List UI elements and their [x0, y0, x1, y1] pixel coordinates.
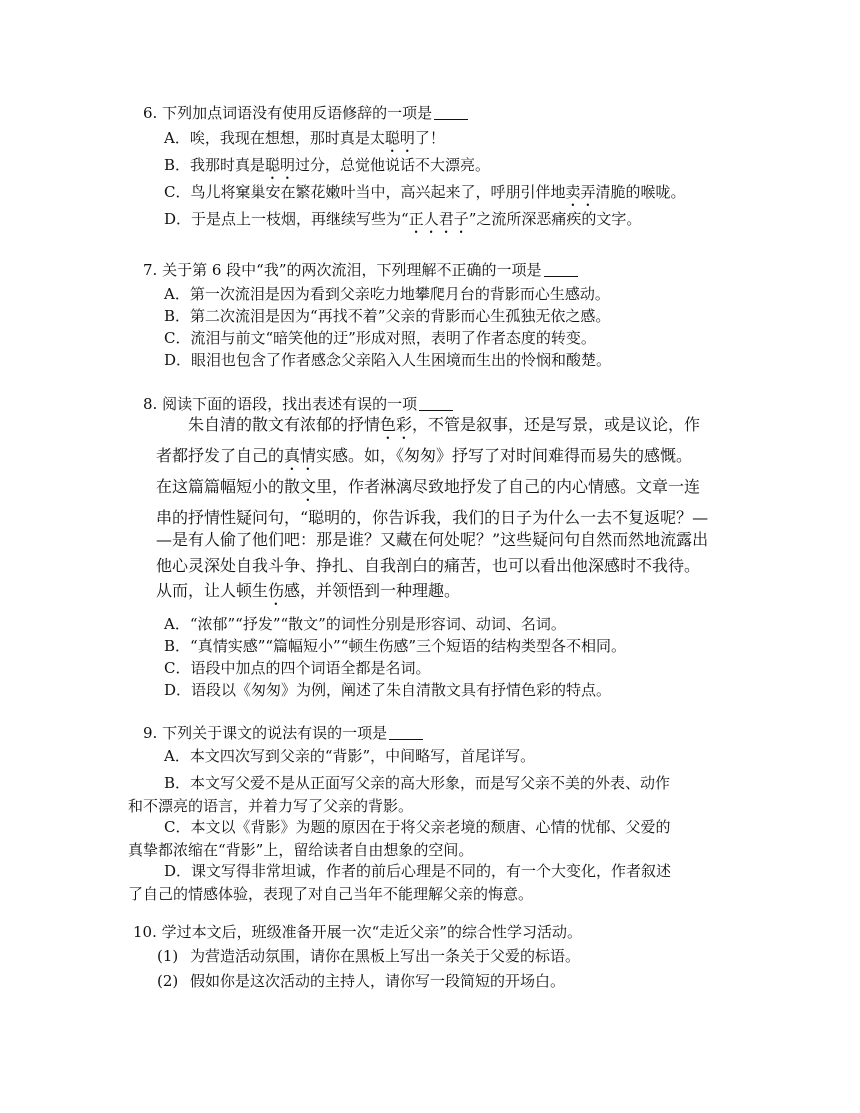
- sub-question-1: 为营造活动氛围，请你在黑板上写出一条关于父爱的标语。: [190, 947, 581, 965]
- q6-option-b: B．我那时真是聪明过分，总觉他说话不大漂亮。: [164, 156, 491, 174]
- answer-blank: [434, 103, 468, 120]
- q7-option-c: C．流泪与前文“暗笑他的迂”形成对照，表明了作者态度的转变。: [164, 329, 596, 347]
- q9-option-d-line-2: 了自己的情感体验，表现了对自己当年不能理解父亲的悔意。: [128, 885, 534, 903]
- question-7-stem: 7. 关于第 6 段中“我”的两次流泪，下列理解不正确的一项是: [143, 260, 578, 280]
- q6-option-a: A．唉，我现在想想，那时真是太聪明了！: [164, 129, 445, 147]
- q8-option-d: D．语段以《匆匆》为例，阐述了朱自清散文具有抒情色彩的特点。: [164, 681, 612, 699]
- answer-blank: [544, 260, 578, 277]
- q7-option-a: A．第一次流泪是因为看到父亲吃力地攀爬月台的背影而心生感动。: [164, 285, 610, 303]
- question-10-stem: 10. 学过本文后，班级准备开展一次“走近父亲”的综合性学习活动。: [133, 923, 582, 941]
- passage-line-6: 他心灵深处自我斗争、挣扎、自我剖白的痛苦，也可以看出他深感时不我待。: [156, 556, 701, 575]
- q7-option-d: D．眼泪也包含了作者感念父亲陷入人生困境而生出的怜悯和酸楚。: [164, 351, 612, 369]
- passage-line-2: 者都抒发了自己的真情实感。如，《匆匆》抒写了对时间难得而易失的感慨。: [156, 446, 693, 465]
- answer-blank: [419, 394, 453, 411]
- q8-option-b: B．“真情实感”“篇幅短小”“顿生伤感”三个短语的结构类型各不相同。: [164, 637, 627, 655]
- q9-option-b-line-1: B．本文写父爱不是从正面写父亲的高大形象，而是写父亲不美的外表、动作: [164, 774, 671, 792]
- q9-option-a: A．本文四次写到父亲的“背影”，中间略写，首尾详写。: [164, 747, 536, 765]
- question-6-stem: 6. 下列加点词语没有使用反语修辞的一项是: [143, 103, 468, 123]
- q6-option-c: C．鸟儿将窠巢安在繁花嫩叶当中，高兴起来了，呼朋引伴地卖弄清脆的喉咙。: [164, 183, 686, 201]
- q6-option-d: D．于是点上一枝烟，再继续写些为“正人君子”之流所深恶痛疾的文字。: [164, 210, 642, 228]
- passage-line-7: 从而，让人顿生伤感，并领悟到一种理趣。: [156, 581, 461, 600]
- answer-blank: [389, 723, 423, 740]
- q9-option-d-line-1: D．课文写得非常坦诚，作者的前后心理是不同的，有一个大变化，作者叙述: [164, 862, 672, 880]
- question-9-stem: 9. 下列关于课文的说法有误的一项是: [143, 723, 423, 743]
- q7-option-b: B．第二次流泪是因为“再找不着”父亲的背影而心生孤独无依之感。: [164, 307, 611, 325]
- passage-line-1: 朱自清的散文有浓郁的抒情色彩，不管是叙事，还是写景，或是议论，作: [188, 415, 701, 434]
- passage-line-3: 在这篇篇幅短小的散文里，作者淋漓尽致地抒发了自己的内心情感。文章一连: [156, 477, 701, 496]
- q9-option-b-line-2: 和不漂亮的语言，并着力写了父亲的背影。: [128, 797, 414, 815]
- q9-option-c-line-2: 真挚都浓缩在“背影”上，留给读者自由想象的空间。: [128, 841, 474, 859]
- sub-question-2-number: (2): [157, 972, 179, 990]
- passage-line-5: —是有人偷了他们吧：那是谁？又藏在何处呢？”这些疑问句自然而然地流露出: [156, 530, 709, 549]
- sub-question-2: 假如你是这次活动的主持人，请你写一段简短的开场白。: [190, 972, 566, 990]
- sub-question-1-number: (1): [157, 947, 179, 965]
- q8-option-a: A．“浓郁”“抒发”“散文”的词性分别是形容词、动词、名词。: [164, 615, 566, 633]
- q9-option-c-line-1: C．本文以《背影》为题的原因在于将父亲老境的颓唐、心情的忧郁、父爱的: [164, 818, 671, 836]
- passage-line-4: 串的抒情性疑问句，“聪明的，你告诉我，我们的日子为什么一去不复返呢？—: [156, 508, 709, 527]
- question-8-stem: 8. 阅读下面的语段，找出表述有误的一项: [143, 394, 453, 414]
- q8-option-c: C．语段中加点的四个词语全都是名词。: [164, 659, 431, 677]
